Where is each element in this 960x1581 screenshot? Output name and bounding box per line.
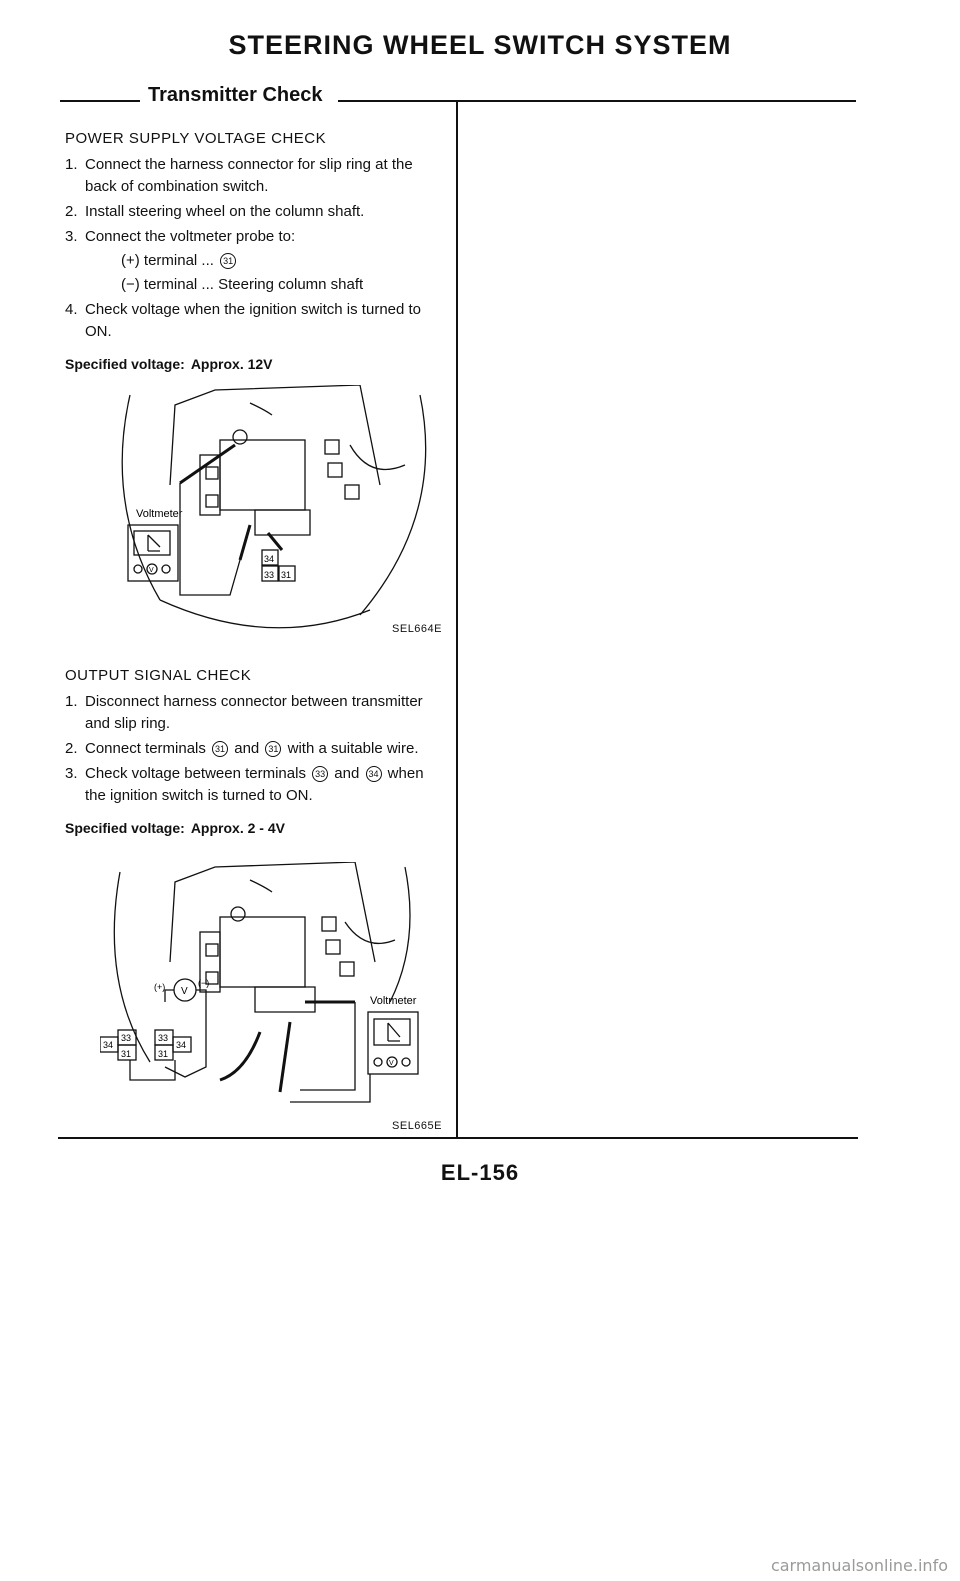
step-number: 2. bbox=[65, 203, 78, 220]
output-check-steps bbox=[65, 691, 447, 807]
step-number: 3. bbox=[65, 765, 78, 782]
connector-33: 33 bbox=[264, 570, 275, 580]
list-item bbox=[65, 691, 447, 735]
output-spec bbox=[65, 817, 447, 839]
voltmeter-label: Voltmeter bbox=[370, 995, 417, 1007]
output-check-heading: OUTPUT SIGNAL CHECK bbox=[65, 667, 252, 684]
wiring-illustration bbox=[100, 385, 450, 635]
connector-31: 31 bbox=[158, 1049, 169, 1059]
list-item bbox=[65, 201, 447, 223]
step-text: Disconnect harness connector between transmitter and slip ring. bbox=[85, 693, 423, 732]
voltmeter-v: V bbox=[389, 1060, 394, 1067]
step-text: Connect terminals bbox=[85, 740, 206, 757]
terminal-badge: 31 bbox=[220, 253, 236, 269]
step-number: 1. bbox=[65, 156, 78, 173]
connector-34: 34 bbox=[103, 1040, 114, 1050]
connector-33: 33 bbox=[121, 1033, 132, 1043]
spec-label: Specified voltage: bbox=[65, 356, 185, 372]
page-number: EL-156 bbox=[440, 1160, 520, 1185]
step-text: Connect the voltmeter probe to: bbox=[85, 228, 296, 245]
voltmeter-label: Voltmeter bbox=[136, 508, 183, 520]
connector-31: 31 bbox=[121, 1049, 132, 1059]
wiring-illustration bbox=[100, 862, 450, 1132]
step-text: when the ignition switch is turned to ON. bbox=[85, 765, 424, 804]
step-text: Check voltage between terminals bbox=[85, 765, 306, 782]
section-title: Transmitter Check bbox=[148, 84, 323, 106]
step-text: Connect the harness connector for slip ring at the back of combination switch. bbox=[85, 156, 413, 195]
connector-33: 33 bbox=[158, 1033, 169, 1043]
step-text: with a suitable wire. bbox=[287, 740, 419, 757]
power-check-steps bbox=[65, 154, 447, 343]
list-item bbox=[65, 226, 447, 296]
terminal-badge: 34 bbox=[366, 766, 382, 782]
step-text: and bbox=[334, 765, 360, 782]
spec-value: Approx. 12V bbox=[190, 356, 273, 372]
meter-v-label: V bbox=[181, 986, 188, 997]
probe-minus-label: (−) bbox=[198, 978, 210, 988]
probe-plus-text: (+) terminal ... bbox=[121, 252, 214, 269]
watermark: carmanualsonline.info bbox=[770, 1556, 948, 1575]
probe-plus bbox=[85, 250, 447, 272]
step-text: Check voltage when the ignition switch is turned to ON. bbox=[85, 301, 422, 340]
probe-plus-label: (+) bbox=[154, 982, 166, 992]
terminal-badge: 31 bbox=[212, 741, 228, 757]
connector-34: 34 bbox=[264, 554, 275, 564]
list-item bbox=[65, 299, 447, 343]
column-divider bbox=[456, 100, 458, 1138]
list-item bbox=[65, 763, 447, 807]
step-number: 3. bbox=[65, 228, 78, 245]
terminal-badge: 33 bbox=[312, 766, 328, 782]
page-title: STEERING WHEEL SWITCH SYSTEM bbox=[228, 30, 732, 60]
figure-output-check bbox=[100, 862, 450, 1132]
figure-code: SEL665E bbox=[392, 1120, 442, 1132]
figure-code: SEL664E bbox=[392, 623, 442, 635]
step-text: Install steering wheel on the column shaft. bbox=[85, 203, 365, 220]
power-supply-check bbox=[65, 128, 447, 375]
list-item bbox=[65, 738, 447, 760]
section-rule bbox=[60, 100, 140, 102]
list-item bbox=[65, 154, 447, 198]
step-number: 2. bbox=[65, 740, 78, 757]
connector-31: 31 bbox=[281, 570, 292, 580]
spec-label: Specified voltage: bbox=[65, 820, 185, 836]
figure-power-check bbox=[100, 385, 450, 635]
step-number: 1. bbox=[65, 693, 78, 710]
section-rule bbox=[338, 100, 856, 102]
step-text: and bbox=[234, 740, 260, 757]
power-check-heading: POWER SUPPLY VOLTAGE CHECK bbox=[65, 130, 327, 147]
terminal-badge: 31 bbox=[265, 741, 281, 757]
power-spec bbox=[65, 353, 447, 375]
probe-minus: (−) terminal ... Steering column shaft bbox=[121, 276, 364, 293]
step-number: 4. bbox=[65, 301, 78, 318]
connector-34: 34 bbox=[176, 1040, 187, 1050]
voltmeter-v: V bbox=[149, 567, 154, 574]
spec-value: Approx. 2 - 4V bbox=[190, 820, 285, 836]
bottom-rule bbox=[58, 1137, 858, 1139]
output-signal-check bbox=[65, 665, 447, 839]
